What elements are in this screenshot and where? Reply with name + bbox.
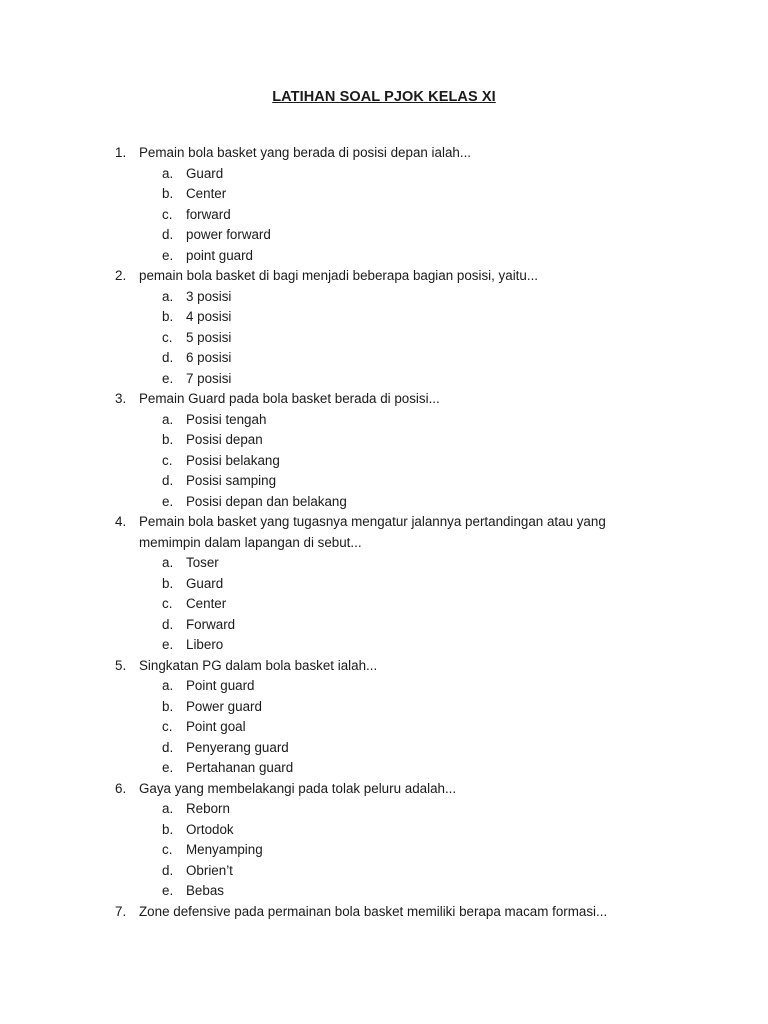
- answer-option: [0, 553, 768, 574]
- answer-option: [0, 246, 768, 267]
- question-number: 7.: [115, 903, 127, 919]
- answer-option: [0, 430, 768, 451]
- question-text: memimpin dalam lapangan di sebut...: [139, 534, 362, 550]
- answer-option: [0, 574, 768, 595]
- question-line: [0, 656, 768, 677]
- question-number: 2.: [115, 268, 127, 283]
- answer-option: [0, 820, 768, 841]
- option-letter: d.: [162, 739, 174, 755]
- option-letter: a.: [162, 411, 174, 427]
- answer-option: [0, 881, 768, 902]
- answer-option: [0, 492, 768, 513]
- option-text: 3 posisi: [186, 288, 232, 304]
- answer-option: [0, 410, 768, 431]
- option-text: Posisi depan dan belakang: [186, 493, 347, 509]
- question-number: 6.: [115, 780, 127, 796]
- option-text: Toser: [186, 555, 219, 570]
- option-text: Forward: [186, 616, 236, 632]
- question-text: Zone defensive pada permainan bola basket memiliki berapa macam formasi...: [139, 903, 608, 919]
- question-item: [0, 143, 768, 266]
- answer-option: [0, 164, 768, 185]
- answer-option: [0, 184, 768, 205]
- question-line: [0, 389, 768, 410]
- option-text: Point guard: [186, 678, 255, 693]
- document-title: LATIHAN SOAL PJOK KELAS XI: [272, 89, 496, 105]
- question-line: [0, 533, 768, 554]
- option-text: Obrien’t: [186, 862, 233, 878]
- answer-option: [0, 799, 768, 820]
- question-item: [0, 389, 768, 512]
- question-number: 1.: [115, 145, 127, 160]
- question-item: [0, 902, 768, 923]
- question-number: 4.: [115, 514, 127, 529]
- option-text: Penyerang guard: [186, 739, 289, 755]
- option-letter: c.: [162, 596, 173, 611]
- option-letter: d.: [162, 227, 174, 242]
- question-line: [0, 779, 768, 800]
- option-letter: d.: [162, 616, 174, 632]
- answer-option: [0, 328, 768, 349]
- option-text: Ortodok: [186, 821, 234, 837]
- option-text: 7 posisi: [186, 370, 232, 386]
- answer-option: [0, 205, 768, 226]
- option-text: Posisi belakang: [186, 452, 280, 468]
- answer-option: [0, 635, 768, 656]
- option-letter: e.: [162, 493, 174, 509]
- option-letter: e.: [162, 370, 174, 386]
- answer-option: [0, 861, 768, 882]
- question-item: [0, 779, 768, 902]
- option-letter: b.: [162, 575, 174, 591]
- option-text: Posisi samping: [186, 473, 277, 488]
- option-text: Bebas: [186, 883, 224, 898]
- question-text: Singkatan PG dalam bola basket ialah...: [139, 657, 378, 673]
- answer-option: [0, 594, 768, 615]
- option-text: Guard: [186, 575, 224, 591]
- answer-option: [0, 287, 768, 308]
- answer-option: [0, 758, 768, 779]
- question-list: [0, 143, 768, 922]
- option-letter: a.: [162, 288, 174, 304]
- answer-option: [0, 840, 768, 861]
- question-text: pemain bola basket di bagi menjadi beberapa bagian posisi, yaitu...: [139, 268, 539, 283]
- question-text: Pemain bola basket yang tugasnya mengatur jalannya pertandingan atau yang: [139, 514, 606, 529]
- option-letter: b.: [162, 432, 174, 447]
- option-letter: d.: [162, 862, 174, 878]
- option-letter: d.: [162, 350, 174, 365]
- option-text: Guard: [186, 165, 224, 181]
- answer-option: [0, 348, 768, 369]
- answer-option: [0, 471, 768, 492]
- option-letter: c.: [162, 329, 173, 345]
- option-text: Pertahanan guard: [186, 760, 294, 775]
- question-line: [0, 902, 768, 923]
- question-number: 3.: [115, 391, 127, 406]
- option-letter: b.: [162, 821, 174, 837]
- option-text: Center: [186, 186, 227, 201]
- question-number: 5.: [115, 657, 127, 673]
- option-text: Menyamping: [186, 842, 263, 857]
- option-letter: a.: [162, 555, 174, 570]
- option-text: Libero: [186, 637, 224, 652]
- option-letter: e.: [162, 247, 174, 263]
- answer-option: [0, 451, 768, 472]
- answer-option: [0, 717, 768, 738]
- answer-option: [0, 676, 768, 697]
- option-letter: a.: [162, 165, 174, 181]
- question-line: [0, 266, 768, 287]
- option-letter: c.: [162, 842, 173, 857]
- option-text: point guard: [186, 247, 254, 263]
- option-letter: e.: [162, 637, 174, 652]
- option-text: Reborn: [186, 801, 230, 816]
- question-item: [0, 656, 768, 779]
- option-letter: b.: [162, 309, 174, 324]
- option-text: forward: [186, 206, 231, 222]
- question-item: [0, 266, 768, 389]
- question-text: Gaya yang membelakangi pada tolak peluru adalah...: [139, 780, 457, 796]
- option-text: Point goal: [186, 719, 246, 734]
- question-line: [0, 512, 768, 533]
- answer-option: [0, 307, 768, 328]
- option-letter: a.: [162, 801, 174, 816]
- option-text: 5 posisi: [186, 329, 232, 345]
- question-item: [0, 512, 768, 656]
- option-text: power forward: [186, 227, 271, 242]
- option-text: Posisi depan: [186, 432, 263, 447]
- option-text: Center: [186, 596, 227, 611]
- option-letter: c.: [162, 206, 173, 222]
- option-letter: c.: [162, 719, 173, 734]
- question-line: [0, 143, 768, 164]
- option-letter: c.: [162, 452, 173, 468]
- answer-option: [0, 225, 768, 246]
- option-letter: e.: [162, 760, 174, 775]
- option-text: 4 posisi: [186, 309, 232, 324]
- question-text: Pemain bola basket yang berada di posisi depan ialah...: [139, 145, 472, 160]
- answer-option: [0, 615, 768, 636]
- answer-option: [0, 369, 768, 390]
- option-letter: b.: [162, 698, 174, 714]
- option-text: 6 posisi: [186, 350, 232, 365]
- option-letter: a.: [162, 678, 174, 693]
- option-letter: e.: [162, 883, 174, 898]
- option-text: Power guard: [186, 698, 262, 714]
- answer-option: [0, 738, 768, 759]
- question-text: Pemain Guard pada bola basket berada di posisi...: [139, 391, 440, 406]
- option-letter: d.: [162, 473, 174, 488]
- answer-option: [0, 697, 768, 718]
- option-text: Posisi tengah: [186, 411, 267, 427]
- option-letter: b.: [162, 186, 174, 201]
